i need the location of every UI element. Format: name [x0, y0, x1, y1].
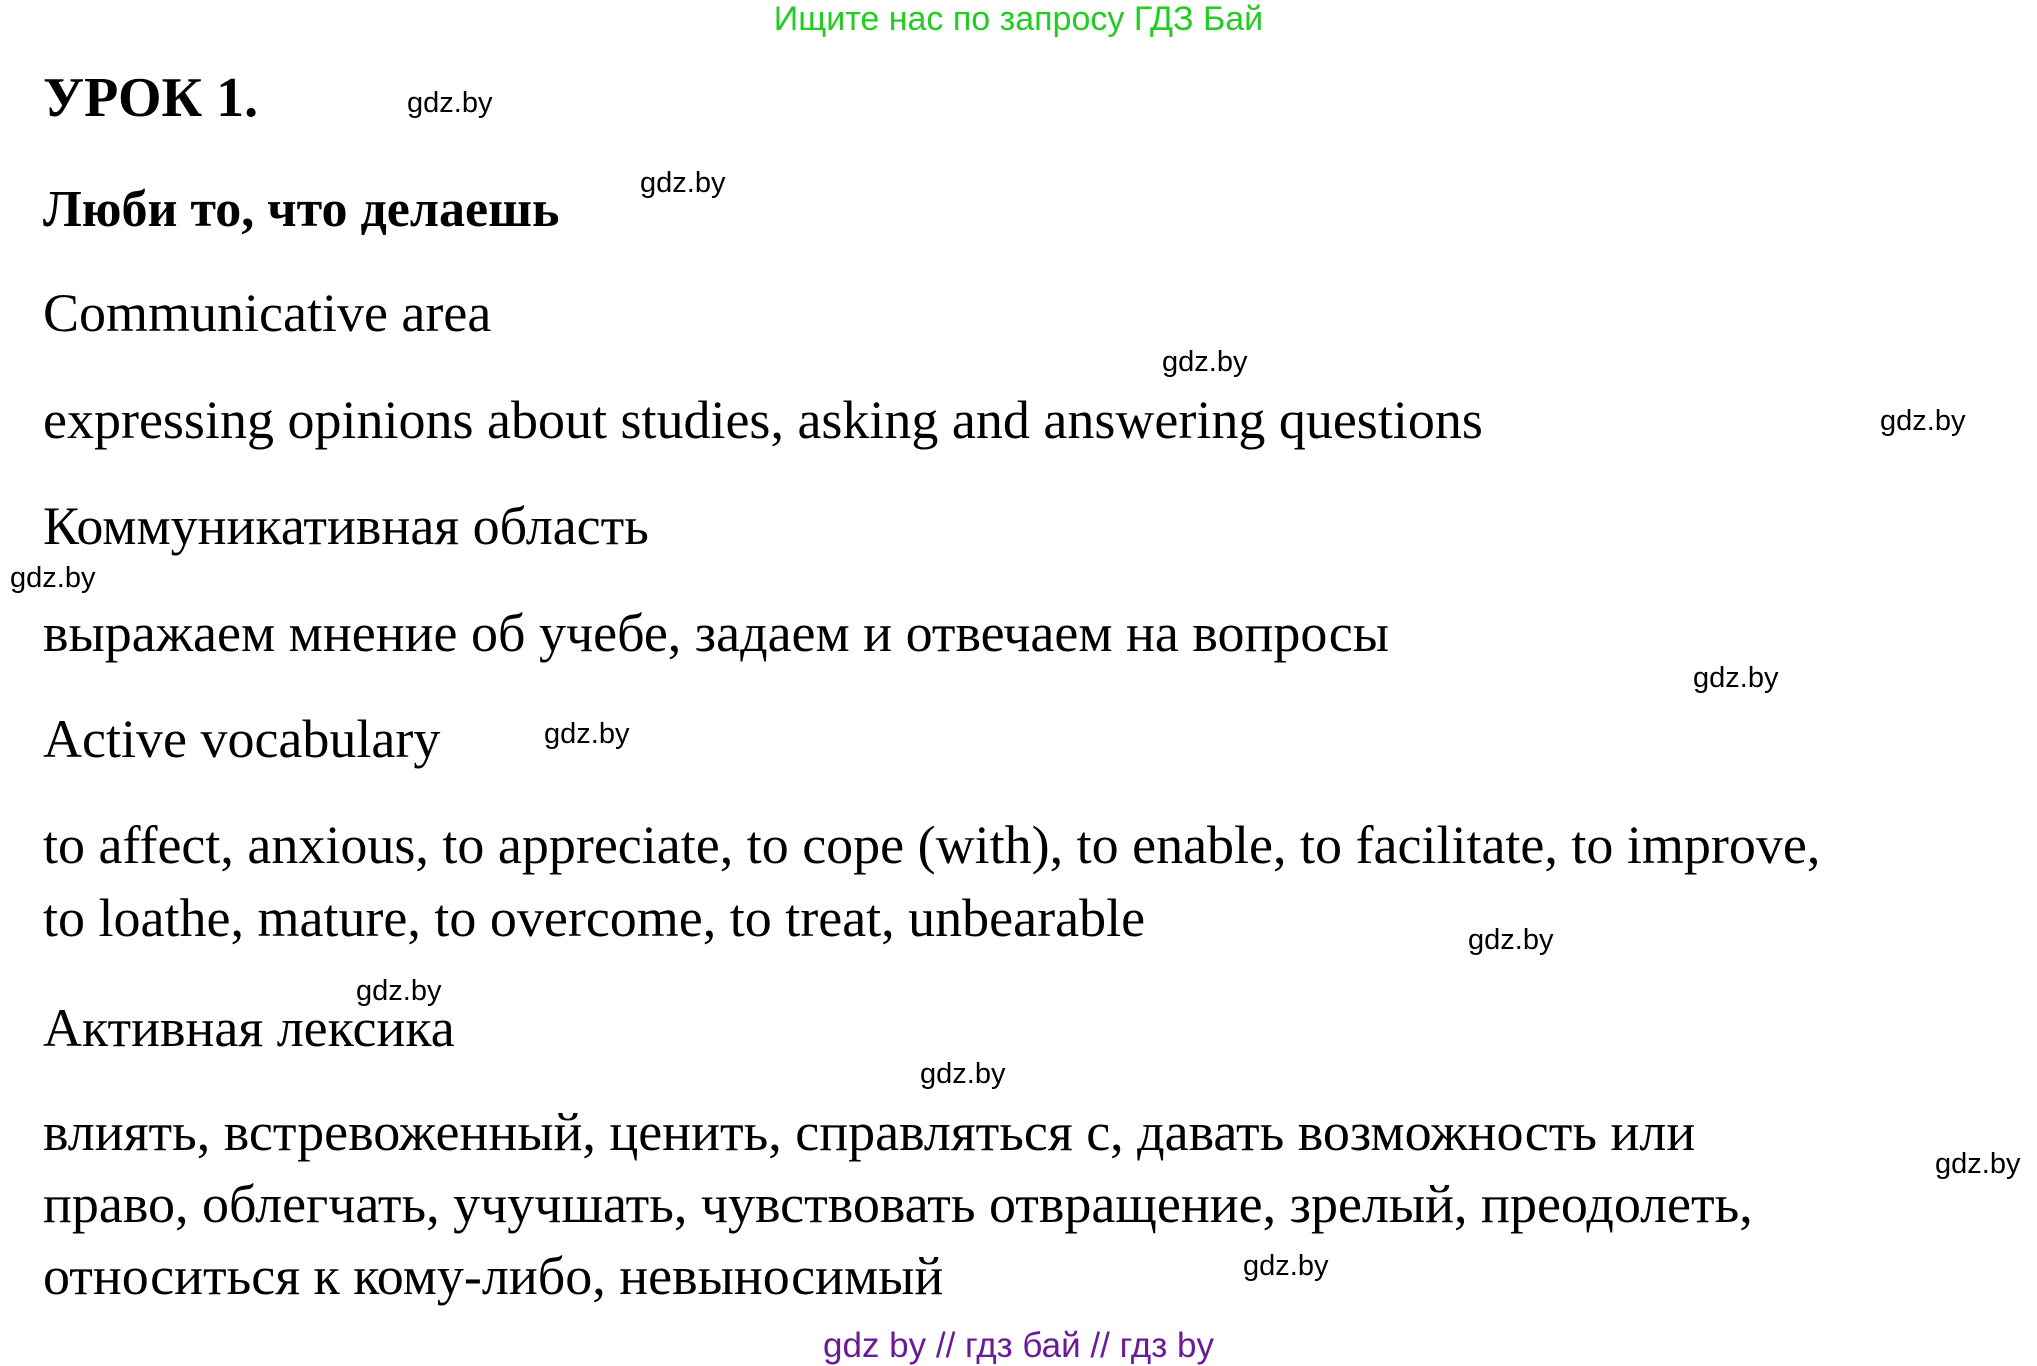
footer-links: gdz by // гдз бай // гдз by: [823, 1326, 1214, 1365]
lesson-subtitle: Люби то, что делаешь: [43, 181, 560, 238]
vocabulary-text-en-line1: to affect, anxious, to appreciate, to cope (with), to enable, to facilitate, to improve,: [43, 815, 1821, 875]
vocabulary-text-ru-line2: право, облегчать, учучшать, чувствовать отвращение, зрелый, преодолеть,: [43, 1174, 1753, 1234]
watermark: gdz.by: [1243, 1250, 1329, 1282]
search-banner: Ищите нас по запросу ГДЗ Бай: [773, 0, 1264, 38]
watermark: gdz.by: [920, 1058, 1006, 1090]
watermark: gdz.by: [407, 87, 493, 119]
watermark: gdz.by: [544, 718, 630, 750]
watermark: gdz.by: [640, 167, 726, 199]
watermark: gdz.by: [1468, 924, 1554, 956]
communicative-text-ru: выражаем мнение об учебе, задаем и отвечаем на вопросы: [43, 603, 1390, 663]
communicative-text-en: expressing opinions about studies, asking and answering questions: [43, 390, 1483, 450]
watermark: gdz.by: [1693, 662, 1779, 694]
vocabulary-text-ru-line1: влиять, встревоженный, ценить, справляться с, давать возможность или: [43, 1102, 1696, 1162]
watermark: gdz.by: [356, 975, 442, 1007]
watermark: gdz.by: [1880, 405, 1966, 437]
lesson-title: УРОК 1.: [43, 67, 259, 129]
vocabulary-text-en-line2: to loathe, mature, to overcome, to treat, unbearable: [43, 888, 1146, 948]
communicative-heading-ru: Коммуникативная область: [43, 496, 649, 556]
watermark: gdz.by: [10, 562, 96, 594]
vocabulary-text-ru-line3: относиться к кому-либо, невыносимый: [43, 1246, 944, 1306]
vocabulary-heading-en: Active vocabulary: [43, 709, 441, 769]
vocabulary-heading-ru: Активная лексика: [43, 998, 455, 1058]
watermark: gdz.by: [1935, 1148, 2021, 1180]
watermark: gdz.by: [1162, 346, 1248, 378]
communicative-heading-en: Communicative area: [43, 283, 492, 343]
